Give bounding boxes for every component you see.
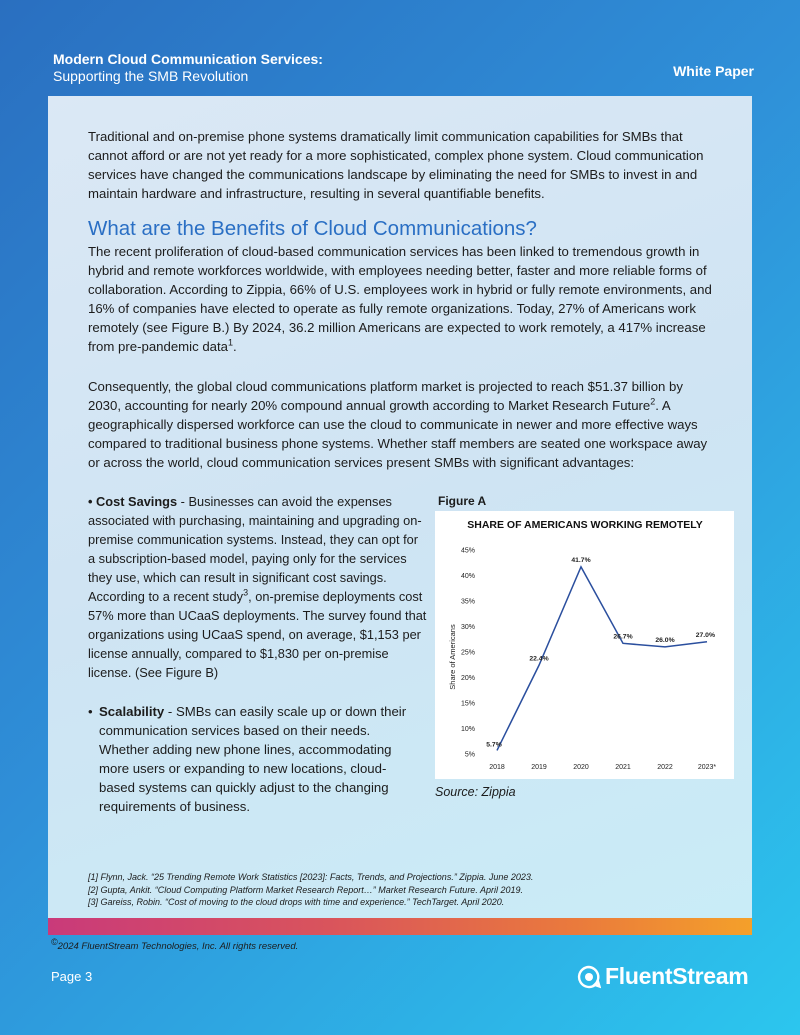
data-label: 26.0% [655, 636, 675, 644]
y-axis-label: Share of Americans [448, 624, 457, 690]
section-heading: What are the Benefits of Cloud Communications? [88, 217, 537, 240]
figure-label: Figure A [438, 494, 487, 508]
y-tick-label: 25% [460, 649, 475, 657]
data-label: 27.0% [695, 631, 715, 639]
footnote-3: [3] Gareiss, Robin. “Cost of moving to the cloud drops with time and experience.” TechTarget. April 2020. [88, 897, 505, 907]
x-tick-label: 2018 [489, 764, 505, 771]
chat-bubble-icon [577, 965, 601, 989]
footnote-2: [2] Gupta, Ankit. “Cloud Computing Platform Market Research Report…” Market Research Future. April 2019. [88, 884, 524, 895]
fluentstream-logo [577, 963, 748, 990]
footnote-ref-1: 1 [228, 337, 234, 348]
market-paragraph: Consequently, the global cloud communications platform market is projected to reach $51.37 billion by 2030, accounting for nearly 20% compound annual growth according to Market Research Future$^2$. A geographically dispersed workforce can use the cloud to communicate in newer and more effective ways compared to traditional business phone systems. Whether staff members are seated one workspace away or across the world, cloud communication services present SMBs with significant advantages: [88, 379, 708, 470]
x-tick-label: 2023* [697, 764, 717, 771]
bullet-scalability: • Scalability - SMBs can easily scale up or down their communication services based on their needs. Whether adding new phone lines, accommodating more users or expanding to new locations, cloud-based systems can quickly adjust to the changing requirements of business. [88, 704, 407, 814]
copyright-symbol: © [51, 936, 58, 947]
accent-bar [48, 918, 752, 935]
line-chart [435, 511, 734, 779]
y-tick-label: 40% [460, 573, 475, 580]
y-tick-label: 20% [460, 675, 475, 682]
bullet-title: Cost Savings [96, 494, 178, 509]
data-label: 41.7% [571, 556, 591, 564]
y-tick-label: 10% [460, 726, 475, 733]
benefits-paragraph: The recent proliferation of cloud-based communication services has been linked to tremendous growth in hybrid and remote workforces worldwide, with employees needing better, faster and more reliable forms of collaboration. According to Zippia, 66% of U.S. employees work in hybrid or fully remote environments, and 16% of companies have elected to operate as fully remote organizations. Today, 27% of Americans work remotely (see Figure B.) By 2024, 36.2 million Americans are expected to work remotely, a 417% increase from pre-pandemic data$^1$. [88, 244, 712, 354]
title-line-1: Modern Cloud Communication Services: [53, 51, 323, 67]
y-tick-label: 15% [460, 700, 475, 708]
x-tick-label: 2020 [573, 764, 589, 771]
bullet-title: Scalability [99, 704, 165, 719]
data-label: 26.7% [613, 633, 633, 641]
y-tick-label: 5% [464, 751, 475, 759]
chart-title: SHARE OF AMERICANS WORKING REMOTELY [467, 519, 703, 531]
bullet-marker: • [88, 704, 93, 719]
copyright: ©2024 FluentStream Technologies, Inc. All rights reserved. [51, 936, 299, 952]
page-number: Page 3 [51, 969, 93, 984]
x-tick-label: 2019 [531, 764, 547, 771]
doc-type-label: White Paper [673, 63, 754, 79]
data-label: 22.4% [529, 655, 549, 663]
chart-container [435, 511, 734, 779]
data-label: 5.7% [486, 741, 502, 749]
x-tick-label: 2022 [657, 764, 673, 771]
y-tick-label: 45% [460, 547, 475, 555]
footnote-ref-3: 3 [243, 587, 249, 598]
logo-text: FluentStream [605, 963, 749, 989]
x-tick-label: 2021 [615, 764, 631, 771]
bullet-marker: • [88, 494, 93, 509]
intro-paragraph: Traditional and on-premise phone systems dramatically limit communication capabilities for SMBs that cannot afford or are not yet ready for a more sophisticated, complex phone system. Cloud communication services have changed the communications landscape by eliminating the need for SMBs to invest in and maintain hardware and infrastructure, resulting in several quantifiable benefits. [88, 129, 704, 201]
figure-source: Source: Zippia [435, 785, 516, 799]
document-title [53, 51, 323, 85]
footnote-ref-2: 2 [650, 396, 656, 407]
bullet-cost-savings: • Cost Savings - Businesses can avoid the expenses associated with purchasing, maintaining and upgrading on-premise communication systems. Instead, they can opt for a subscription-based model, paying only for the services they use, which can result in significant cost savings. According to a recent study$^3$, on-premise deployments cost 57% more than UCaaS deployments. The survey found that organizations using UCaaS spend, on average, $1,153 per license annually, compared to $1,830 per on-premise license. (See Figure B) [88, 494, 427, 680]
footnotes [88, 871, 533, 909]
footnote-1: [1] Flynn, Jack. “25 Trending Remote Work Statistics [2023]: Facts, Trends, and Projections.” Zippia. June 2023. [88, 872, 534, 882]
title-line-2: Supporting the SMB Revolution [53, 68, 249, 84]
y-tick-label: 35% [460, 598, 475, 606]
y-tick-label: 30% [460, 624, 475, 631]
